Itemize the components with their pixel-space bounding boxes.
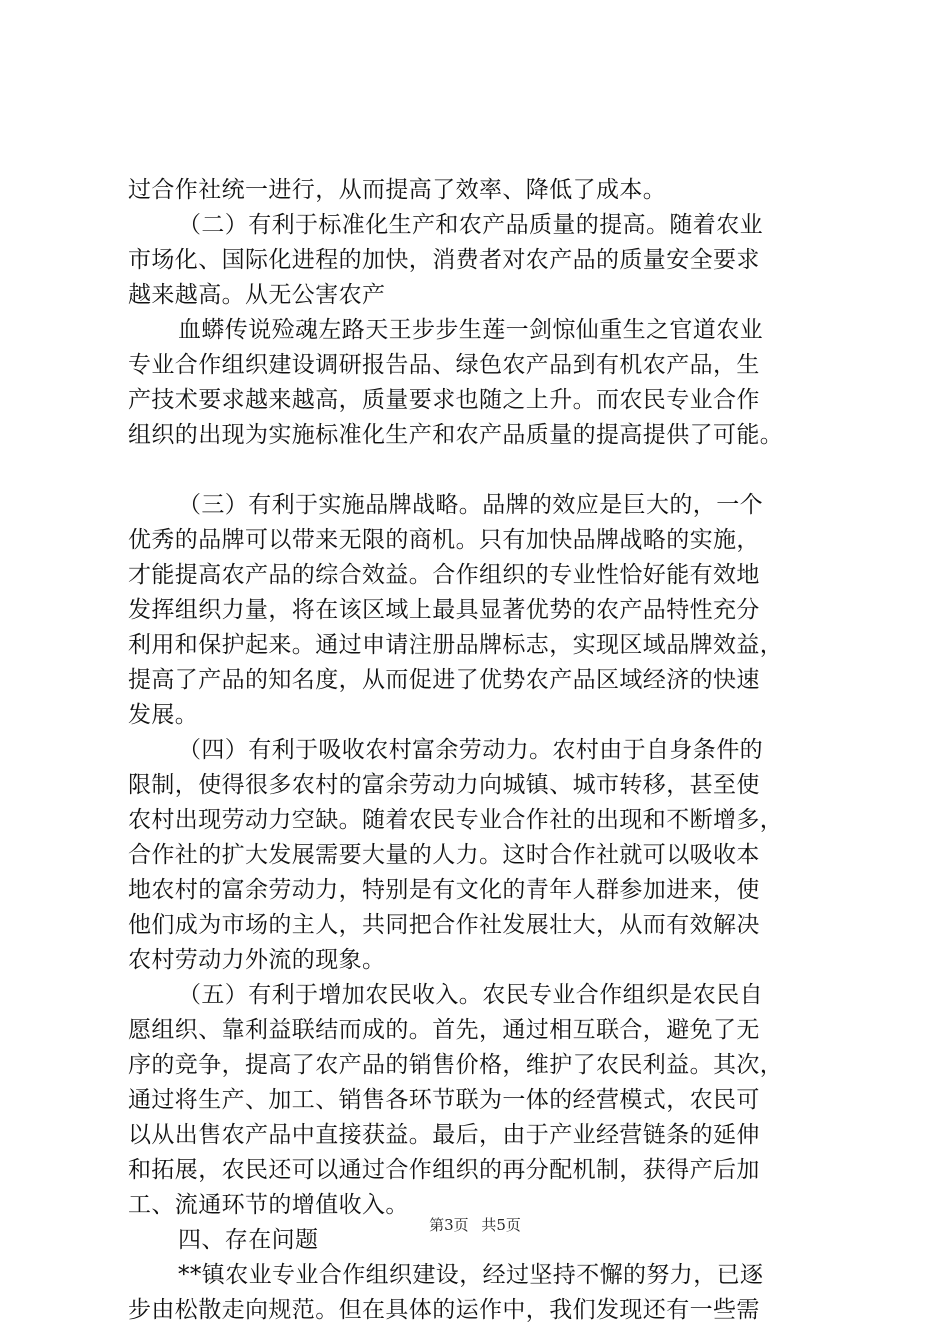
text-line: （五）有利于增加农民收入。农民专业合作组织是农民自 (178, 982, 763, 1008)
text-line: 发展。 (128, 702, 199, 728)
text-line: 他们成为市场的主人，共同把合作社发展壮大，从而有效解决 (128, 912, 760, 938)
text-line: 愿组织、靠利益联结而成的。首先，通过相互联合，避免了无 (128, 1017, 760, 1043)
text-line: （三）有利于实施品牌战略。品牌的效应是巨大的，一个 (178, 492, 763, 518)
text-line: 限制，使得很多农村的富余劳动力向城镇、城市转移，甚至使 (128, 772, 760, 798)
text-line: 农村出现劳动力空缺。随着农民专业合作社的出现和不断增多， (128, 807, 784, 833)
text-line: （二）有利于标准化生产和农产品质量的提高。随着农业 (178, 212, 763, 238)
text-line: 发挥组织力量，将在该区域上最具显著优势的农产品特性充分 (128, 597, 760, 623)
blank-line (128, 453, 838, 488)
text-line: 优秀的品牌可以带来无限的商机。只有加快品牌战略的实施， (128, 527, 760, 553)
text-line: 通过将生产、加工、销售各环节联为一体的经营模式，农民可 (128, 1087, 760, 1113)
text-line: 越来越高。从无公害农产 (128, 282, 386, 308)
text-line: 血蟒传说殓魂左路天王步步生莲一剑惊仙重生之官道农业 (178, 317, 763, 343)
text-line: （四）有利于吸收农村富余劳动力。农村由于自身条件的 (178, 737, 763, 763)
section-heading: 四、存在问题 (178, 1227, 319, 1253)
text-line: 工、流通环节的增值收入。 (128, 1192, 409, 1218)
text-line: 市场化、国际化进程的加快，消费者对农产品的质量安全要求 (128, 247, 760, 273)
text-line: **镇农业专业合作组织建设，经过坚持不懈的努力，已逐 (178, 1262, 764, 1288)
text-line: 利用和保护起来。通过申请注册品牌标志，实现区域品牌效益， (128, 632, 784, 658)
text-line: 合作社的扩大发展需要大量的人力。这时合作社就可以吸收本 (128, 842, 760, 868)
text-line: 地农村的富余劳动力，特别是有文化的青年人群参加进来，使 (128, 877, 760, 903)
page-total: 共5页 (481, 1216, 521, 1234)
document-body (128, 173, 838, 1328)
text-line: 过合作社统一进行，从而提高了效率、降低了成本。 (128, 177, 667, 203)
text-line: 提高了产品的知名度，从而促进了优势农产品区域经济的快速 (128, 667, 760, 693)
text-line: 专业合作组织建设调研报告品、绿色农产品到有机农产品，生 (128, 352, 760, 378)
text-line: 产技术要求越来越高，质量要求也随之上升。而农民专业合作 (128, 387, 760, 413)
page-footer (0, 1215, 950, 1235)
text-line: 组织的出现为实施标准化生产和农产品质量的提高提供了可能。 (128, 422, 784, 448)
text-line: 才能提高农产品的综合效益。合作组织的专业性恰好能有效地 (128, 562, 760, 588)
text-line: 以从出售农产品中直接获益。最后，由于产业经营链条的延伸 (128, 1122, 760, 1148)
text-line: 农村劳动力外流的现象。 (128, 947, 386, 973)
text-line: 序的竞争，提高了农产品的销售价格，维护了农民利益。其次， (128, 1052, 784, 1078)
page-number: 第3页 (429, 1216, 469, 1234)
text-line: 和拓展，农民还可以通过合作组织的再分配机制，获得产后加 (128, 1157, 760, 1183)
text-line: 步由松散走向规范。但在具体的运作中，我们发现还有一些需 (128, 1297, 760, 1323)
